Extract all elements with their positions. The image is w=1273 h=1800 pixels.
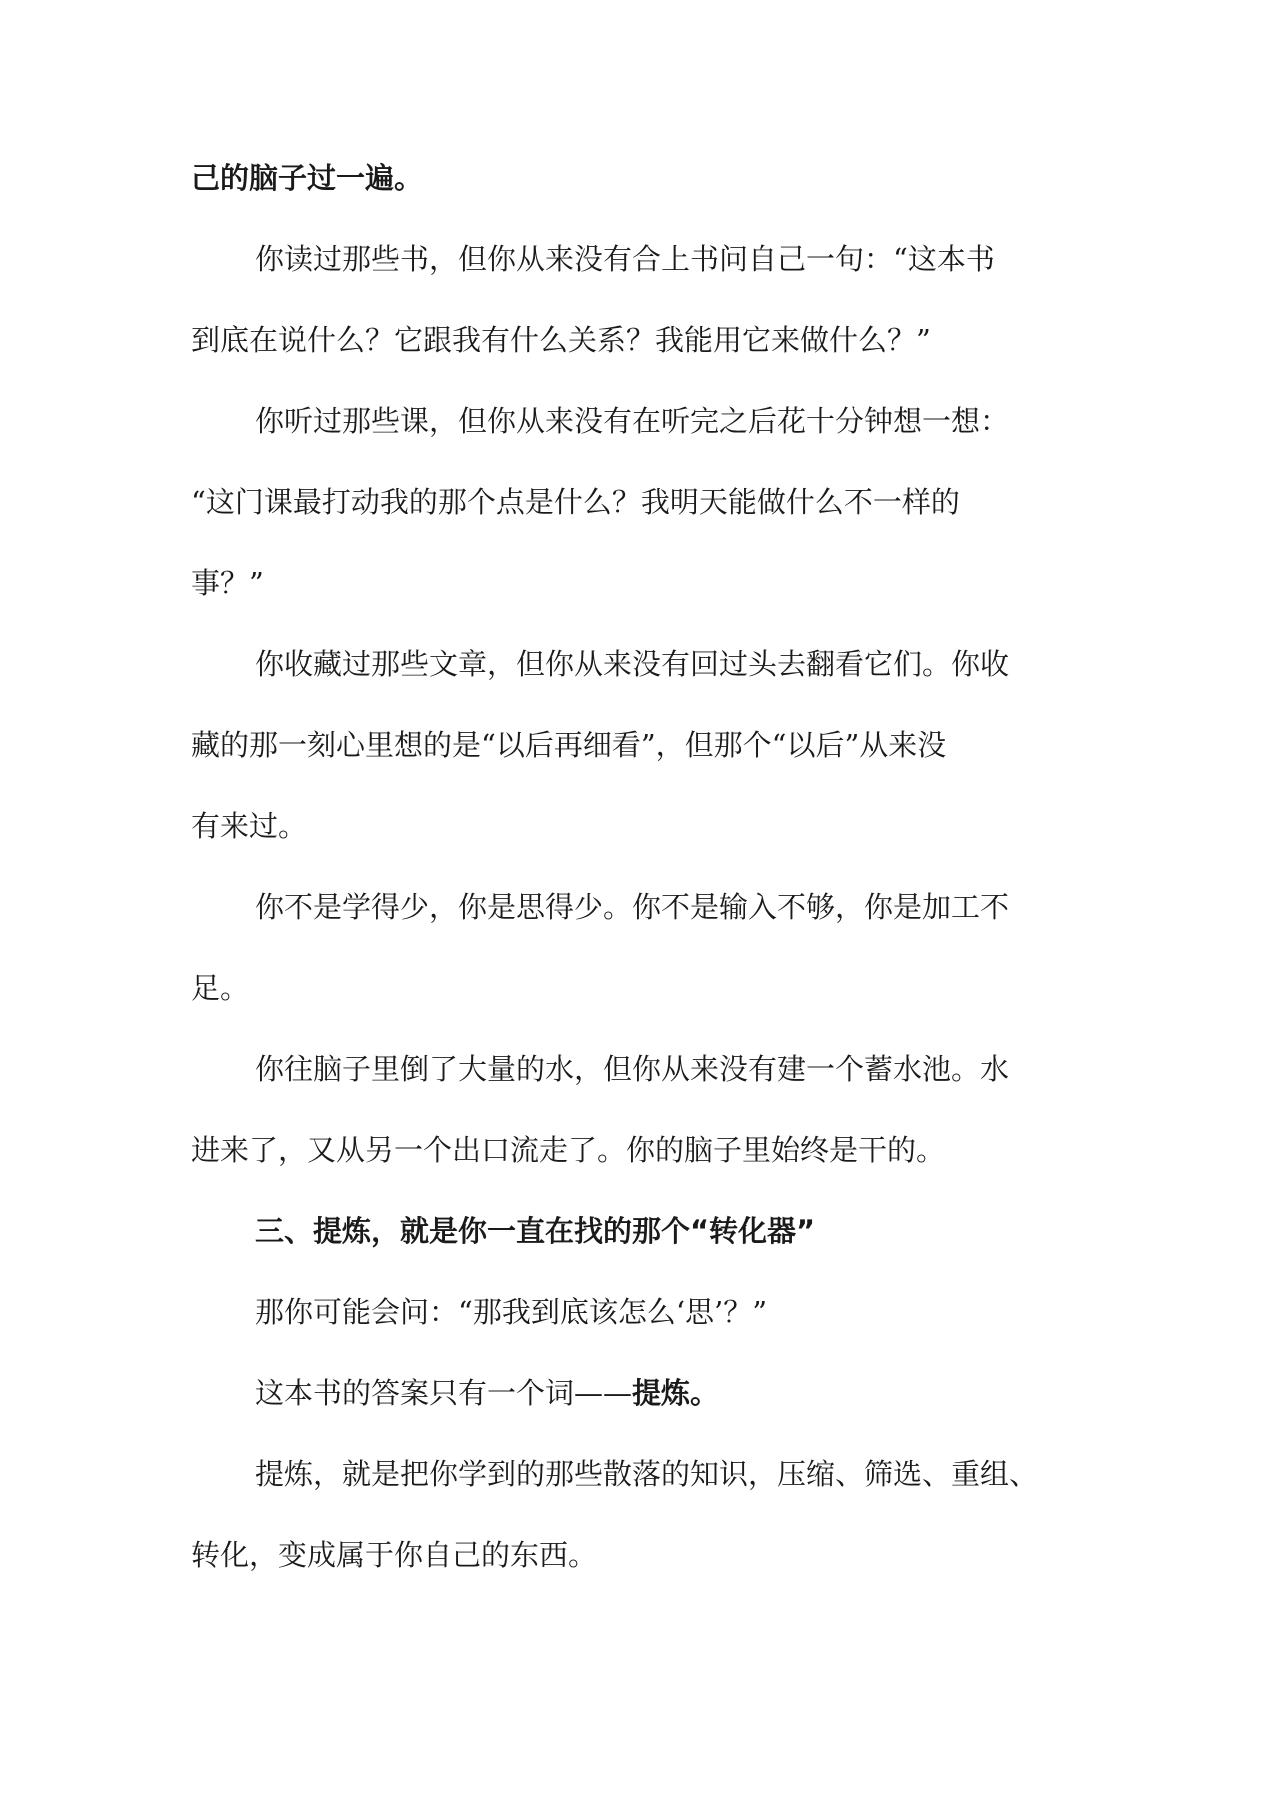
text-line: 事？” [191, 566, 264, 600]
text-line: 那你可能会问：“那我到底该怎么‘思’？” [255, 1295, 768, 1329]
heading-text: 三、提炼，就是你一直在找的那个“转化器” [255, 1214, 816, 1248]
paragraph [191, 160, 1081, 198]
paragraph [191, 403, 1081, 603]
paragraph [191, 1456, 1081, 1575]
text-line: 到底在说什么？它跟我有什么关系？我能用它来做什么？” [191, 323, 931, 357]
paragraph [191, 889, 1081, 1008]
text-line: 转化，变成属于你自己的东西。 [191, 1538, 598, 1572]
text-line: 你收藏过那些文章，但你从来没有回过头去翻看它们。你收 [255, 647, 1010, 681]
text-line [191, 1375, 1081, 1413]
text-line: “这门课最打动我的那个点是什么？我明天能做什么不一样的 [191, 485, 960, 519]
paragraph [191, 1294, 1081, 1332]
text-fragment: 这本书的答案只有一个词—— [255, 1376, 633, 1410]
paragraph [191, 646, 1081, 846]
text-line: 你听过那些课，但你从来没有在听完之后花十分钟想一想： [255, 404, 1010, 438]
text-line: 有来过。 [191, 809, 308, 843]
text-line: 藏的那一刻心里想的是“以后再细看”，但那个“以后”从来没 [191, 728, 947, 762]
document-body [191, 160, 1081, 1618]
section-heading [191, 1213, 1081, 1251]
emphasis-text: 提炼。 [632, 1376, 720, 1410]
text-line: 足。 [191, 971, 250, 1005]
paragraph [191, 1051, 1081, 1170]
paragraph [191, 1375, 1081, 1413]
text-line: 你往脑子里倒了大量的水，但你从来没有建一个蓄水池。水 [255, 1052, 1010, 1086]
text-line: 你不是学得少，你是思得少。你不是输入不够，你是加工不 [255, 890, 1010, 924]
text-line: 你读过那些书，但你从来没有合上书问自己一句：“这本书 [255, 242, 995, 276]
paragraph [191, 241, 1081, 360]
text-line: 己的脑子过一遍。 [191, 161, 424, 195]
text-line: 提炼，就是把你学到的那些散落的知识，压缩、筛选、重组、 [255, 1457, 1039, 1491]
text-line: 进来了，又从另一个出口流走了。你的脑子里始终是干的。 [191, 1133, 946, 1167]
